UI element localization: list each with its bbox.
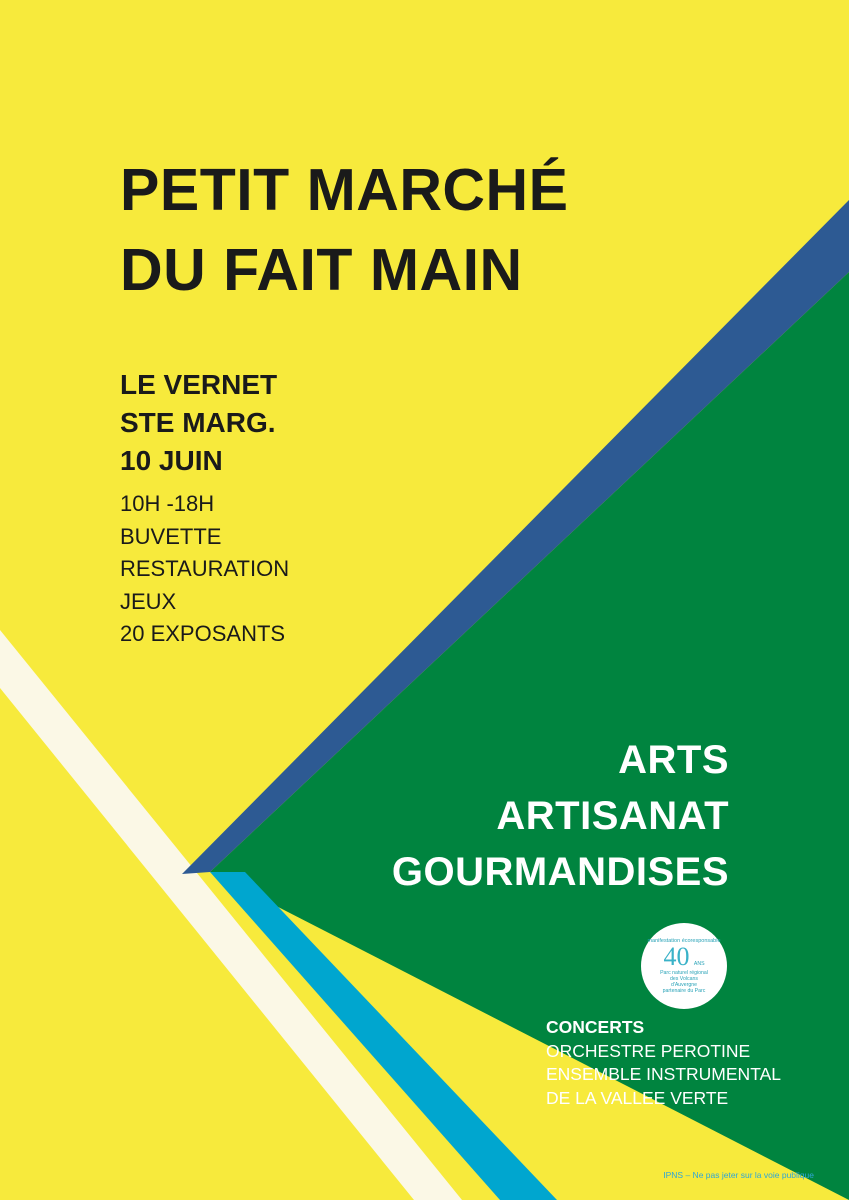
theme-gourmandises: GOURMANDISES — [391, 850, 729, 894]
location-line-1: LE VERNET — [120, 369, 278, 400]
theme-arts: ARTS — [618, 738, 729, 782]
logo-number-suffix: ANS — [693, 961, 705, 967]
logo-bottom-text: partenaire du Parc — [662, 988, 706, 994]
title-line-2: DU FAIT MAIN — [120, 237, 523, 303]
logo-org-line-3: d'Auvergne — [670, 982, 698, 988]
concert-line-1: ORCHESTRE PEROTINE — [546, 1040, 751, 1061]
page-title — [120, 150, 569, 310]
event-details — [120, 488, 289, 651]
logo-top-text: manifestation écoresponsable — [647, 938, 721, 944]
logo-org-line-1: Parc naturel régional — [660, 970, 708, 976]
detail-buvette: BUVETTE — [120, 523, 222, 549]
concert-line-3: DE LA VALLEE VERTE — [546, 1087, 729, 1108]
logo-org-line-2: des Volcans — [670, 976, 698, 982]
theme-artisanat: ARTISANAT — [496, 794, 729, 838]
title-line-1: PETIT MARCHÉ — [120, 157, 569, 223]
location-line-2: STE MARG. — [120, 407, 276, 438]
logo-anniversary — [663, 942, 705, 971]
event-themes — [392, 732, 729, 900]
detail-jeux: JEUX — [120, 588, 177, 614]
event-date: 10 JUIN — [120, 445, 223, 476]
concerts-heading: CONCERTS — [546, 1017, 645, 1037]
event-location-date — [120, 366, 277, 480]
detail-exposants: 20 EXPOSANTS — [120, 621, 286, 646]
logo-number: 40 — [663, 942, 690, 971]
concert-line-2: ENSEMBLE INSTRUMENTAL — [546, 1064, 781, 1084]
concerts-section — [546, 1016, 781, 1110]
park-partner-logo — [641, 923, 727, 1009]
detail-restauration: RESTAURATION — [120, 556, 290, 581]
detail-hours: 10H -18H — [120, 491, 215, 516]
footer-notice: IPNS – Ne pas jeter sur la voie publique — [663, 1170, 814, 1180]
